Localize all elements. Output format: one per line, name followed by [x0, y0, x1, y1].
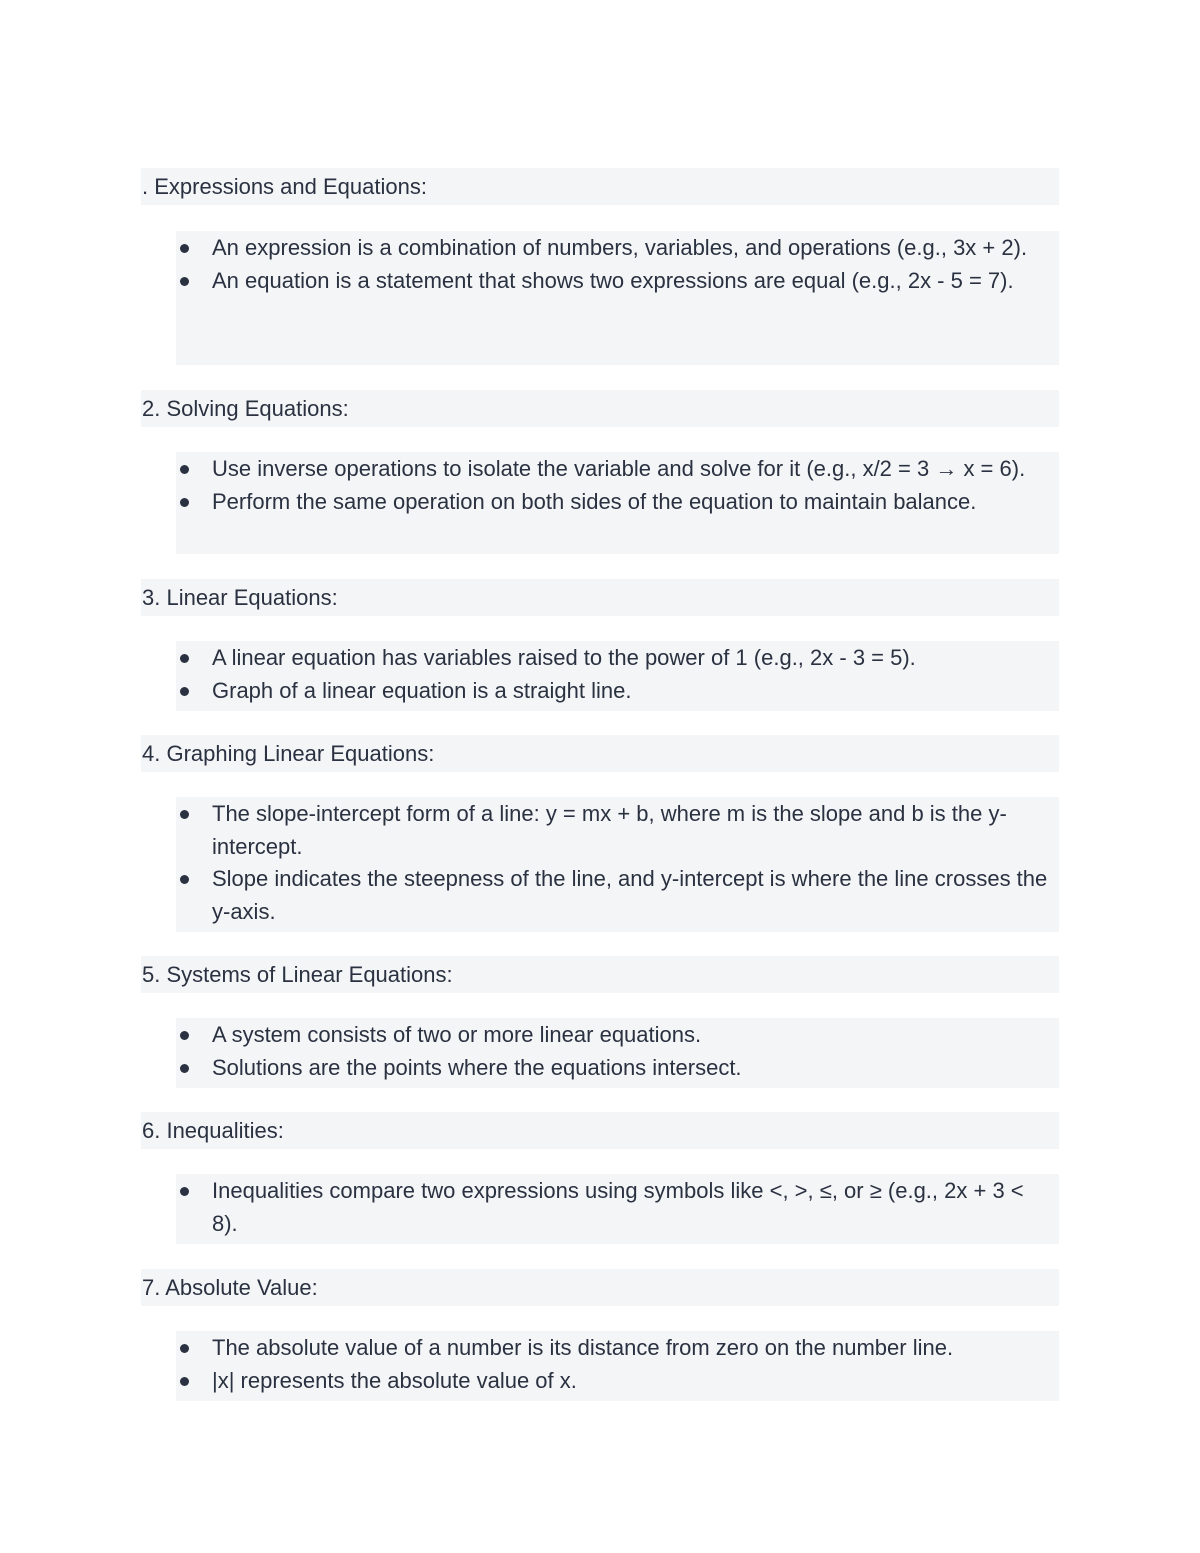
bullet-list — [176, 797, 1059, 932]
bullet-icon — [180, 1064, 189, 1073]
list-item-text: The slope-intercept form of a line: y = mx + b, where m is the slope and b is the y-intercept. — [212, 801, 1007, 859]
list-item-text: A linear equation has variables raised to the power of 1 (e.g., 2x - 3 = 5). — [212, 645, 916, 670]
list-item — [176, 863, 1059, 928]
section-heading: 4. Graphing Linear Equations: — [141, 735, 1059, 772]
list-item-text: |x| represents the absolute value of x. — [212, 1367, 577, 1393]
section-heading: 6. Inequalities: — [141, 1112, 1059, 1149]
bullet-list — [176, 1331, 1059, 1401]
list-item-text: Use inverse operations to isolate the variable and solve for it (e.g., x/2 = 3 → x = 6). — [212, 456, 1026, 481]
list-item — [176, 232, 1059, 265]
list-item — [176, 675, 1059, 708]
list-item — [176, 265, 1059, 298]
bullet-list — [176, 1174, 1059, 1244]
list-item-text: A system consists of two or more linear equations. — [212, 1022, 702, 1047]
list-item — [176, 1052, 1059, 1085]
list-item — [176, 798, 1059, 863]
list-item-text: Solutions are the points where the equations intersect. — [212, 1054, 742, 1080]
bullet-list — [176, 641, 1059, 711]
section-heading: 2. Solving Equations: — [141, 390, 1059, 427]
bullet-list — [176, 452, 1059, 554]
bullet-icon — [180, 875, 189, 884]
bullet-icon — [180, 277, 189, 286]
bullet-icon — [180, 1377, 189, 1386]
list-item — [176, 486, 1059, 519]
list-item — [176, 453, 1059, 486]
list-item — [176, 1019, 1059, 1052]
bullet-icon — [180, 1344, 189, 1353]
list-item-text: Perform the same operation on both sides of the equation to maintain balance. — [212, 488, 977, 514]
list-item-text: An expression is a combination of numbers, variables, and operations (e.g., 3x + 2). — [212, 235, 1028, 260]
bullet-icon — [180, 1187, 189, 1196]
section-heading: . Expressions and Equations: — [141, 168, 1059, 205]
list-item-text: Slope indicates the steepness of the line, and y-intercept is where the line crosses the y-axis. — [212, 866, 1048, 924]
list-item — [176, 642, 1059, 675]
list-item — [176, 1365, 1059, 1398]
list-item-text: The absolute value of a number is its distance from zero on the number line. — [212, 1335, 954, 1360]
list-item — [176, 1332, 1059, 1365]
bullet-icon — [180, 1031, 189, 1040]
bullet-list — [176, 1018, 1059, 1088]
bullet-icon — [180, 810, 189, 819]
section-heading: 7. Absolute Value: — [141, 1269, 1059, 1306]
bullet-icon — [180, 687, 189, 696]
list-item — [176, 1175, 1059, 1240]
section-heading: 3. Linear Equations: — [141, 579, 1059, 616]
bullet-icon — [180, 244, 189, 253]
list-item-text: Inequalities compare two expressions using symbols like <, >, ≤, or ≥ (e.g., 2x + 3 < 8). — [212, 1178, 1024, 1236]
bullet-icon — [180, 465, 189, 474]
list-item-text: An equation is a statement that shows two expressions are equal (e.g., 2x - 5 = 7). — [212, 267, 1014, 293]
list-item-text: Graph of a linear equation is a straight line. — [212, 677, 632, 703]
section-heading: 5. Systems of Linear Equations: — [141, 956, 1059, 993]
bullet-icon — [180, 498, 189, 507]
bullet-list — [176, 231, 1059, 365]
bullet-icon — [180, 654, 189, 663]
